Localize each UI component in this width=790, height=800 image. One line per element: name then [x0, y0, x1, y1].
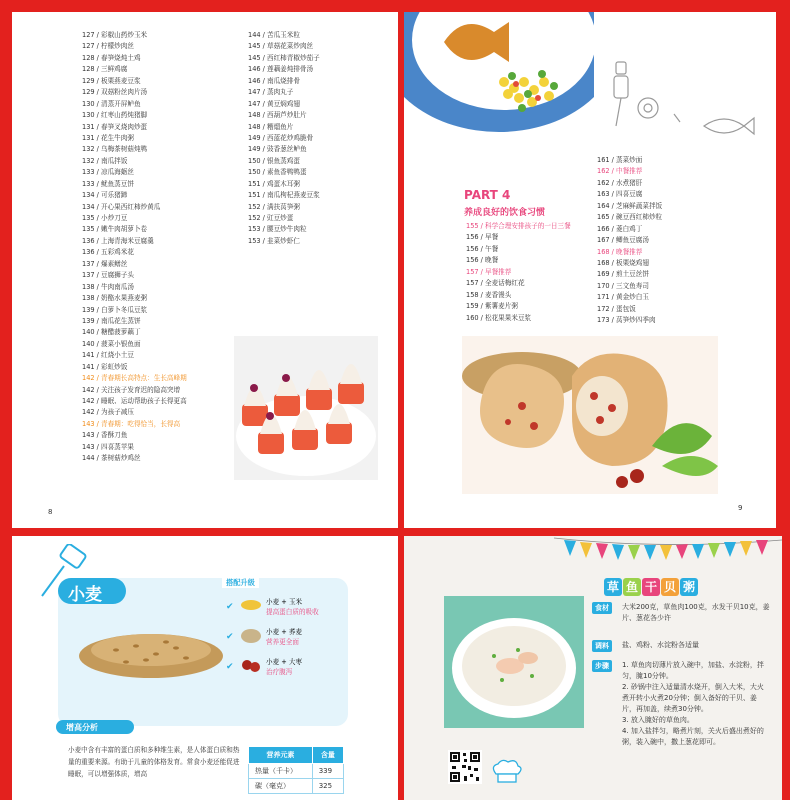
recipe-title: [604, 578, 698, 596]
qr-code-icon: [448, 750, 482, 784]
toc-entry: 142 / 睡眠、运动帮助孩子长得更高: [82, 397, 187, 405]
pairing-item: [226, 652, 344, 682]
toc-section-heading: 157 / 早餐推荐: [466, 267, 512, 276]
toc-entry: 146 / 南瓜烧排骨: [248, 76, 300, 85]
pairing-note: 提高蛋白质的吸收: [266, 608, 319, 616]
toc-section-heading: 143 / 青春期：吃得恰当，长得高: [82, 419, 181, 428]
recipe-title-char: 鱼: [623, 578, 641, 596]
toc-entry: 148 / 糟熘鱼片: [248, 122, 294, 131]
check-icon: ✔: [226, 662, 234, 672]
toc-entry: 145 / 西红柿青椒炒茄子: [248, 53, 320, 62]
toc-entry: 165 / 碗豆西红柿炒粒: [597, 213, 663, 222]
toc-entry: 168 / 板栗烧鸡翅: [597, 258, 649, 267]
toc-entry: 146 / 莲藕姜炖排骨汤: [248, 65, 314, 74]
nutrition-cell: 热量（千卡）: [249, 764, 313, 779]
toc-entry: 151 / 鸡蛋木耳粥: [248, 179, 300, 188]
nutrition-cell: 碳（毫克）: [249, 779, 313, 794]
toc-entry: 153 / 腰豆炒牛肉粒: [248, 225, 307, 234]
toc-column-1: [82, 30, 187, 465]
pairing-combo: 小麦 + 荞麦: [266, 628, 303, 636]
toc-entry: 142 / 为孩子减压: [82, 408, 134, 417]
step-item: 1. 草鱼肉切薄片放入碗中，加盐、水淀粉，拌匀，腌10分钟。: [622, 661, 764, 680]
toc-entry: 173 / 莴笋炒四季肉: [597, 316, 656, 325]
toc-entry: 147 / 黄豆焖鸡翅: [248, 99, 300, 108]
toc-entry: 140 / 菠菜小银鱼面: [82, 339, 141, 348]
toc-entry: 137 / 爆素鳝丝: [82, 259, 128, 268]
recipe-page: [404, 536, 782, 800]
toc-entry: 143 / 香酥刀鱼: [82, 431, 128, 440]
toc-entry: 169 / 煎土豆丝饼: [597, 270, 649, 279]
toc-entry: 135 / 小炒刀豆: [82, 214, 128, 222]
buckwheat-icon: [240, 624, 262, 646]
pairing-combo: 小麦 + 玉米: [266, 598, 303, 606]
toc-section-heading: 162 / 中餐推荐: [597, 167, 643, 176]
toc-entry: 150 / 银鱼蒸鸡蛋: [248, 156, 300, 165]
pairing-combo: 小麦 + 大枣: [266, 658, 303, 666]
page-number-left: 8: [48, 508, 53, 516]
pairing-title: 搭配升级: [222, 578, 259, 588]
toc-entry: 127 / 彩椒山药炒玉米: [82, 31, 148, 39]
nutrition-cell: 339: [312, 764, 343, 779]
toc-entry: 170 / 三文鱼寿司: [597, 281, 649, 290]
toc-entry: 139 / 白萝卜冬瓜豆浆: [82, 305, 148, 314]
toc-entry: 149 / 豉香葱丝鲈鱼: [248, 145, 307, 154]
ingredients-label: 食材: [592, 602, 612, 614]
toc-entry: 133 / 凉瓜海蛎丝: [82, 168, 134, 177]
table-row: [249, 779, 344, 794]
wheat-title: 小麦: [68, 585, 102, 605]
toc-entry: 150 / 素鱼香鸭鸭蛋: [248, 168, 307, 177]
toc-entry: 153 / 韭菜炒虾仁: [248, 236, 300, 245]
recipe-title-char: 粥: [680, 578, 698, 596]
toc-section-heading: 168 / 晚餐推荐: [597, 247, 643, 256]
toc-entry: 149 / 西蓝花炒鸡脆骨: [248, 133, 314, 142]
toc-entry: 163 / 四喜豆腐: [597, 190, 643, 199]
toc-entry: 156 / 早餐: [466, 233, 499, 242]
toc-entry: 141 / 红烧小土豆: [82, 351, 134, 360]
seasoning-label: 调料: [592, 640, 612, 652]
chef-hat-icon: [488, 758, 524, 788]
food-photo-meringue: [234, 336, 378, 480]
food-photo-bread: [462, 336, 718, 494]
recipe-title-char: 贝: [661, 578, 679, 596]
toc-entry: 164 / 芝麻鲜蔬菜拌饭: [597, 201, 663, 210]
nutrition-table-header: [249, 747, 344, 764]
toc-entry: 130 / 红枣山药炖猪脚: [82, 111, 148, 120]
toc-entry: 134 / 开心果西红柿炒黄瓜: [82, 202, 161, 211]
toc-entry: 147 / 蒸肉丸子: [248, 88, 294, 97]
toc-section-heading: 155 / 科学合理安排孩子的一日三餐: [466, 222, 571, 230]
toc-entry: 136 / 五彩鸡米花: [82, 248, 134, 257]
toc-section-heading: 142 / 青春期长高特点：生长高峰期: [82, 374, 187, 383]
toc-entry: 167 / 鲫鱼豆腐汤: [597, 236, 649, 245]
toc-entry: 162 / 水煮猪肝: [597, 178, 643, 187]
toc-page-right: [404, 12, 776, 528]
ingredients-text: 大米200克，草鱼肉100克，水发干贝10克，姜片、葱花各少许: [622, 603, 770, 622]
nutrition-cell: 325: [312, 779, 343, 794]
toc-entry: 158 / 麦香馒头: [466, 290, 512, 299]
toc-entry: 132 / 南瓜拌饭: [82, 156, 128, 165]
toc-entry: 172 / 蛋包饭: [597, 304, 636, 313]
step-item: 3. 放入腌好的草鱼肉。: [622, 716, 694, 724]
toc-entry: 140 / 糖醋菠萝藕丁: [82, 328, 141, 337]
toc-entry: 157 / 全麦话梅红花: [466, 279, 525, 288]
toc-column-3: [466, 221, 571, 324]
nutrition-header-element: 营养元素: [249, 747, 313, 764]
toc-entry: 142 / 关注孩子发育迟的隐高突增: [82, 385, 181, 394]
analysis-body: 小麦中含有丰富的蛋白质和多种维生素，是人体蛋白质和热量的重要来源。有助于儿童的体格发育。常食小麦还能促进睡眠，可以增强体质，增高: [68, 746, 240, 778]
toc-page-left: [12, 12, 398, 528]
recipe-title-char: 干: [642, 578, 660, 596]
pairing-note: 治疗腹泻: [266, 668, 293, 676]
wheat-page: [12, 536, 398, 800]
page-number-right: 9: [738, 504, 743, 512]
toc-entry: 138 / 牛肉南瓜汤: [82, 282, 134, 291]
toc-column-2: [248, 30, 320, 247]
steps-list: [622, 660, 770, 748]
recipe-title-char: 草: [604, 578, 622, 596]
toc-entry: 136 / 上海青海米豆腐羹: [82, 236, 154, 245]
toc-entry: 152 / 豇豆炒蛋: [248, 214, 294, 222]
food-photo-fish-plate: [404, 12, 594, 132]
toc-entry: 161 / 蒸菜炒面: [597, 156, 643, 164]
bunting-decoration: [404, 536, 782, 566]
corn-icon: [240, 594, 262, 616]
toc-entry: 159 / 紫薯麦片粥: [466, 302, 518, 311]
toc-entry: 141 / 彩虹炒饭: [82, 362, 128, 371]
toc-entry: 139 / 南瓜花生蒸饼: [82, 316, 141, 325]
toc-entry: 171 / 黄金炒白玉: [597, 293, 649, 302]
pairing-list: [226, 592, 344, 682]
toc-entry: 160 / 松花果果米豆浆: [466, 313, 532, 322]
table-row: [249, 764, 344, 779]
seasoning-text: 盐、鸡粉、水淀粉各适量: [622, 641, 699, 649]
step-item: 2. 砂锅中注入适量清水烧开，倒入大米，大火煮开转小火煮20分钟；倒入备好的干贝、姜片，再加盖，续煮30分钟。: [622, 683, 764, 713]
toc-entry: 156 / 晚餐: [466, 256, 499, 265]
toc-entry: 133 / 鱿鱼蒸豆饼: [82, 179, 134, 188]
toc-entry: 127 / 柠檬炒肉丝: [82, 42, 134, 51]
jujube-icon: [240, 654, 262, 676]
nutrition-table: [248, 746, 344, 794]
analysis-title: 增高分析: [66, 723, 98, 732]
part-subtitle: 养成良好的饮食习惯: [464, 208, 546, 218]
toc-entry: 151 / 南瓜枸杞燕麦豆浆: [248, 191, 320, 200]
wheat-grain-photo: [76, 620, 226, 680]
toc-entry: 144 / 茶树菇炒鸡丝: [82, 454, 141, 463]
toc-entry: 144 / 苦瓜玉米粒: [248, 31, 300, 39]
toc-entry: 166 / 菱白鸡丁: [597, 224, 643, 233]
toc-entry: 129 / 板栗燕麦豆浆: [82, 76, 141, 85]
steps-label: 步骤: [592, 660, 612, 672]
pairing-item: [226, 622, 344, 652]
toc-entry: 145 / 草菇花菜炒肉丝: [248, 42, 314, 51]
check-icon: ✔: [226, 632, 234, 642]
toc-entry: 137 / 豆腐狮子头: [82, 271, 134, 280]
nutrition-header-amount: 含量: [312, 747, 343, 764]
toc-entry: 129 / 双菇粉丝肉片汤: [82, 88, 148, 97]
toc-entry: 156 / 午餐: [466, 244, 499, 253]
pairing-note: 营养更全面: [266, 638, 299, 646]
toc-entry: 143 / 四喜蒸苹果: [82, 442, 134, 451]
step-item: 4. 加入盐拌匀，略煮片刻，关火后盛出煮好的粥，装入碗中，撒上葱花即可。: [622, 727, 764, 746]
toc-entry: 130 / 清蒸开屏鲈鱼: [82, 99, 141, 108]
toc-entry: 135 / 嫩牛肉胡萝卜卷: [82, 225, 148, 234]
porridge-photo: [444, 596, 584, 728]
toc-entry: 131 / 春笋叉烧肉炒蛋: [82, 122, 148, 131]
toc-entry: 132 / 乌梅茶树菇炖鸭: [82, 145, 148, 154]
toc-column-4: [597, 155, 662, 327]
toc-entry: 131 / 花生牛肉粥: [82, 133, 134, 142]
toc-entry: 128 / 春笋烧炖土鸡: [82, 53, 141, 62]
part-title: PART 4: [464, 188, 511, 202]
check-icon: ✔: [226, 602, 234, 612]
toc-entry: 128 / 三鲜鸡腐: [82, 65, 128, 74]
toc-entry: 138 / 奶酪水果燕麦粥: [82, 294, 148, 303]
toc-entry: 134 / 可乐猪蹄: [82, 191, 128, 200]
pairing-item: [226, 592, 344, 622]
toc-entry: 148 / 西葫芦炒肚片: [248, 111, 307, 120]
toc-entry: 152 / 满扶莴笋粥: [248, 202, 300, 211]
